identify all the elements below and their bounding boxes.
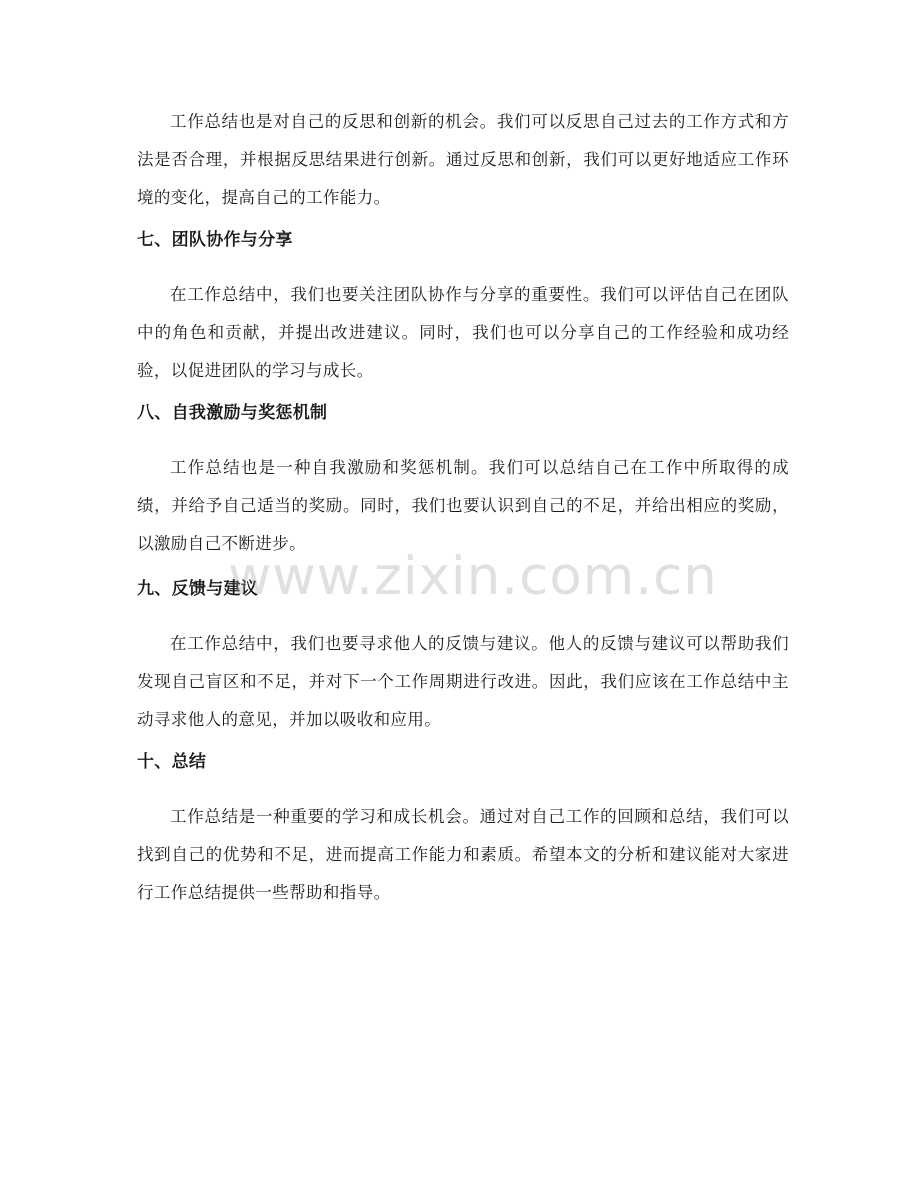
paragraph-text: 在工作总结中，我们也要寻求他人的反馈与建议。他人的反馈与建议可以帮助我们发现自己盲区和不足，并对下一个工作周期进行改进。因此，我们应该在工作总结中主动寻求他人的意见，并加以吸收和应用。: [137, 634, 789, 729]
watermark-text: www.zixin.com.cn: [228, 546, 718, 607]
heading-text: 九、反馈与建议: [137, 579, 259, 599]
paragraph-text: 工作总结也是对自己的反思和创新的机会。我们可以反思自己过去的工作方式和方法是否合理，并根据反思结果进行创新。通过反思和创新，我们可以更好地适应工作环境的变化，提高自己的工作能力。: [137, 112, 789, 207]
paragraph-text: 在工作总结中，我们也要关注团队协作与分享的重要性。我们可以评估自己在团队中的角色和贡献，并提出改进建议。同时，我们也可以分享自己的工作经验和成功经验，以促进团队的学习与成长。: [137, 285, 789, 380]
heading-text: 八、自我激励与奖惩机制: [137, 403, 328, 423]
section-heading-7: [137, 227, 789, 253]
paragraph-reflection: [137, 103, 789, 217]
heading-text: 七、团队协作与分享: [137, 230, 293, 250]
paragraph-feedback: [137, 625, 789, 739]
paragraph-teamwork: [137, 276, 789, 390]
paragraph-summary: [137, 798, 789, 912]
heading-text: 十、总结: [137, 752, 207, 772]
section-heading-8: [137, 400, 789, 426]
paragraph-text: 工作总结也是一种自我激励和奖惩机制。我们可以总结自己在工作中所取得的成绩，并给予自己适当的奖励。同时，我们也要认识到自己的不足，并给出相应的奖励，以激励自己不断进步。: [137, 458, 789, 553]
section-heading-10: [137, 749, 789, 775]
paragraph-text: 工作总结是一种重要的学习和成长机会。通过对自己工作的回顾和总结，我们可以找到自己的优势和不足，进而提高工作能力和素质。希望本文的分析和建议能对大家进行工作总结提供一些帮助和指导。: [137, 807, 789, 902]
